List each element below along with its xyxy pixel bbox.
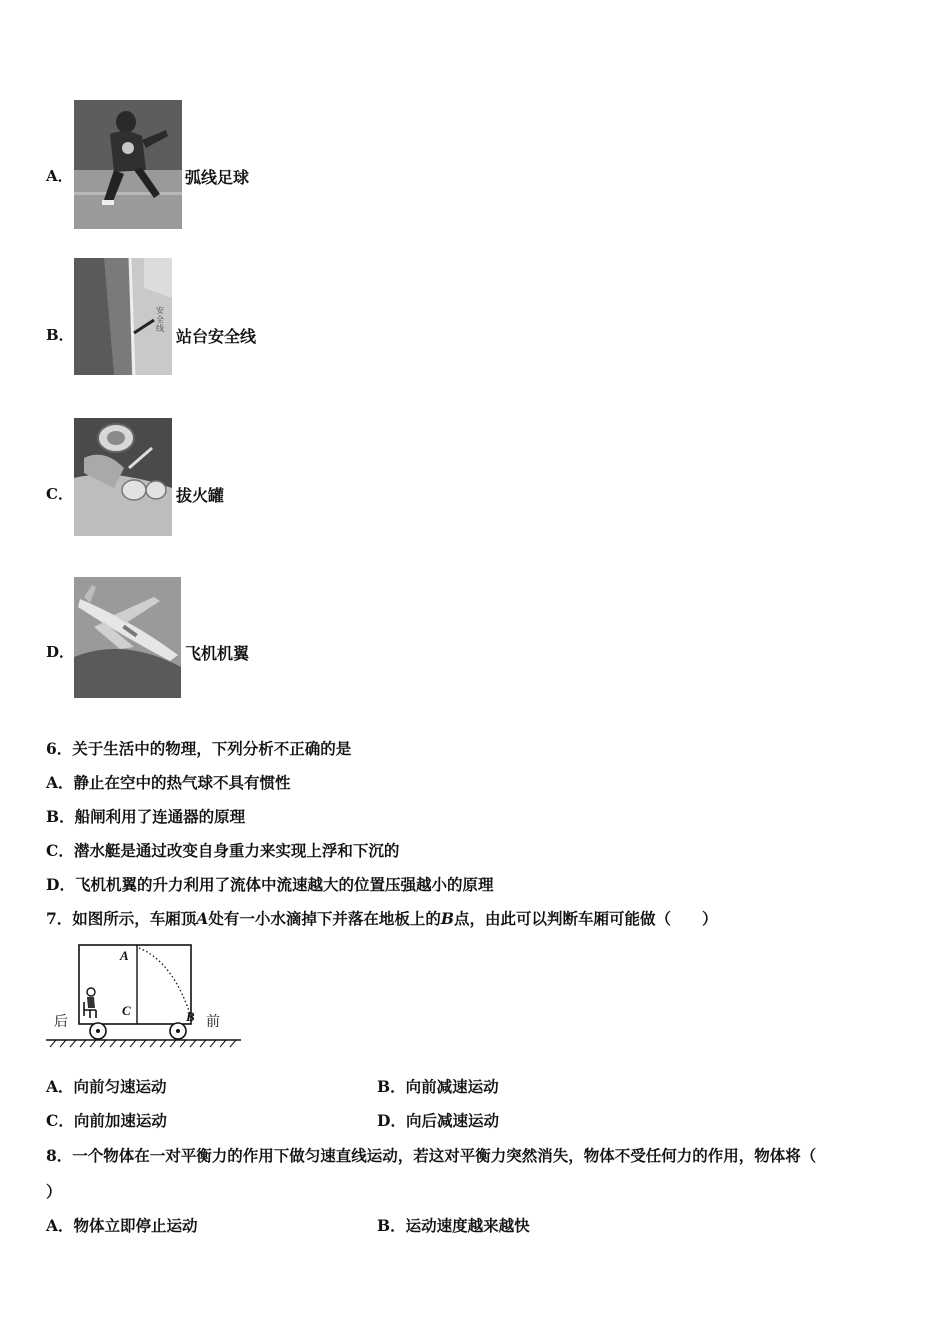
stem-part: 处有一小水滴掉下并落在地板上的: [208, 909, 441, 928]
point-b-label: B: [440, 909, 454, 928]
option-caption: 飞机机翼: [185, 644, 250, 663]
stem-part: 点，由此可以判断车厢可能做（ ）: [453, 909, 718, 928]
question-stem: 8．一个物体在一对平衡力的作用下做匀速直线运动，若这对平衡力突然消失，物体不受任何力的作用，物体将（: [46, 1146, 817, 1165]
back-label: 后: [54, 1014, 68, 1030]
point-a-label: A: [196, 909, 209, 928]
option-d: D．向后减速运动: [377, 1111, 499, 1130]
option-b: B．运动速度越来越快: [377, 1216, 530, 1235]
option-d: D．飞机机翼的升力利用了流体中流速越大的位置压强越小的原理: [46, 875, 494, 894]
stem-part: 7．如图所示，车厢顶: [46, 909, 197, 928]
option-caption: 拔火罐: [176, 486, 225, 505]
airplane-photo: [74, 577, 181, 698]
front-label: 前: [206, 1014, 220, 1030]
question-stem-continued: ）: [46, 1182, 62, 1201]
svg-text:全: 全: [156, 315, 164, 324]
label-c: C: [122, 1003, 131, 1018]
option-letter: B．: [46, 326, 74, 344]
option-c: C．向前加速运动: [46, 1111, 167, 1130]
label-a: A: [120, 948, 129, 963]
option-a: A．物体立即停止运动: [46, 1216, 198, 1235]
soccer-player-photo: [74, 100, 182, 229]
option-caption: 弧线足球: [185, 168, 250, 187]
option-letter: D．: [46, 643, 75, 661]
option-a: A．静止在空中的热气球不具有惯性: [46, 773, 291, 792]
label-b: B: [186, 1009, 195, 1024]
option-b: B．船闸利用了连通器的原理: [46, 807, 246, 826]
train-car-diagram: [46, 940, 241, 1052]
option-letter: C．: [46, 485, 73, 503]
option-b: B．向前减速运动: [377, 1077, 499, 1096]
train-platform-photo: [74, 258, 172, 375]
question-stem: 6．关于生活中的物理，下列分析不正确的是: [46, 739, 352, 758]
passenger-figure: [84, 988, 96, 1018]
svg-text:线: 线: [156, 324, 164, 333]
option-c: C．潜水艇是通过改变自身重力来实现上浮和下沉的: [46, 841, 400, 860]
option-caption: 站台安全线: [176, 327, 257, 346]
cupping-photo: [74, 418, 172, 536]
option-letter: A．: [46, 167, 73, 185]
svg-text:安: 安: [156, 306, 164, 315]
question-stem: [46, 907, 717, 929]
option-a: A．向前匀速运动: [46, 1077, 167, 1096]
